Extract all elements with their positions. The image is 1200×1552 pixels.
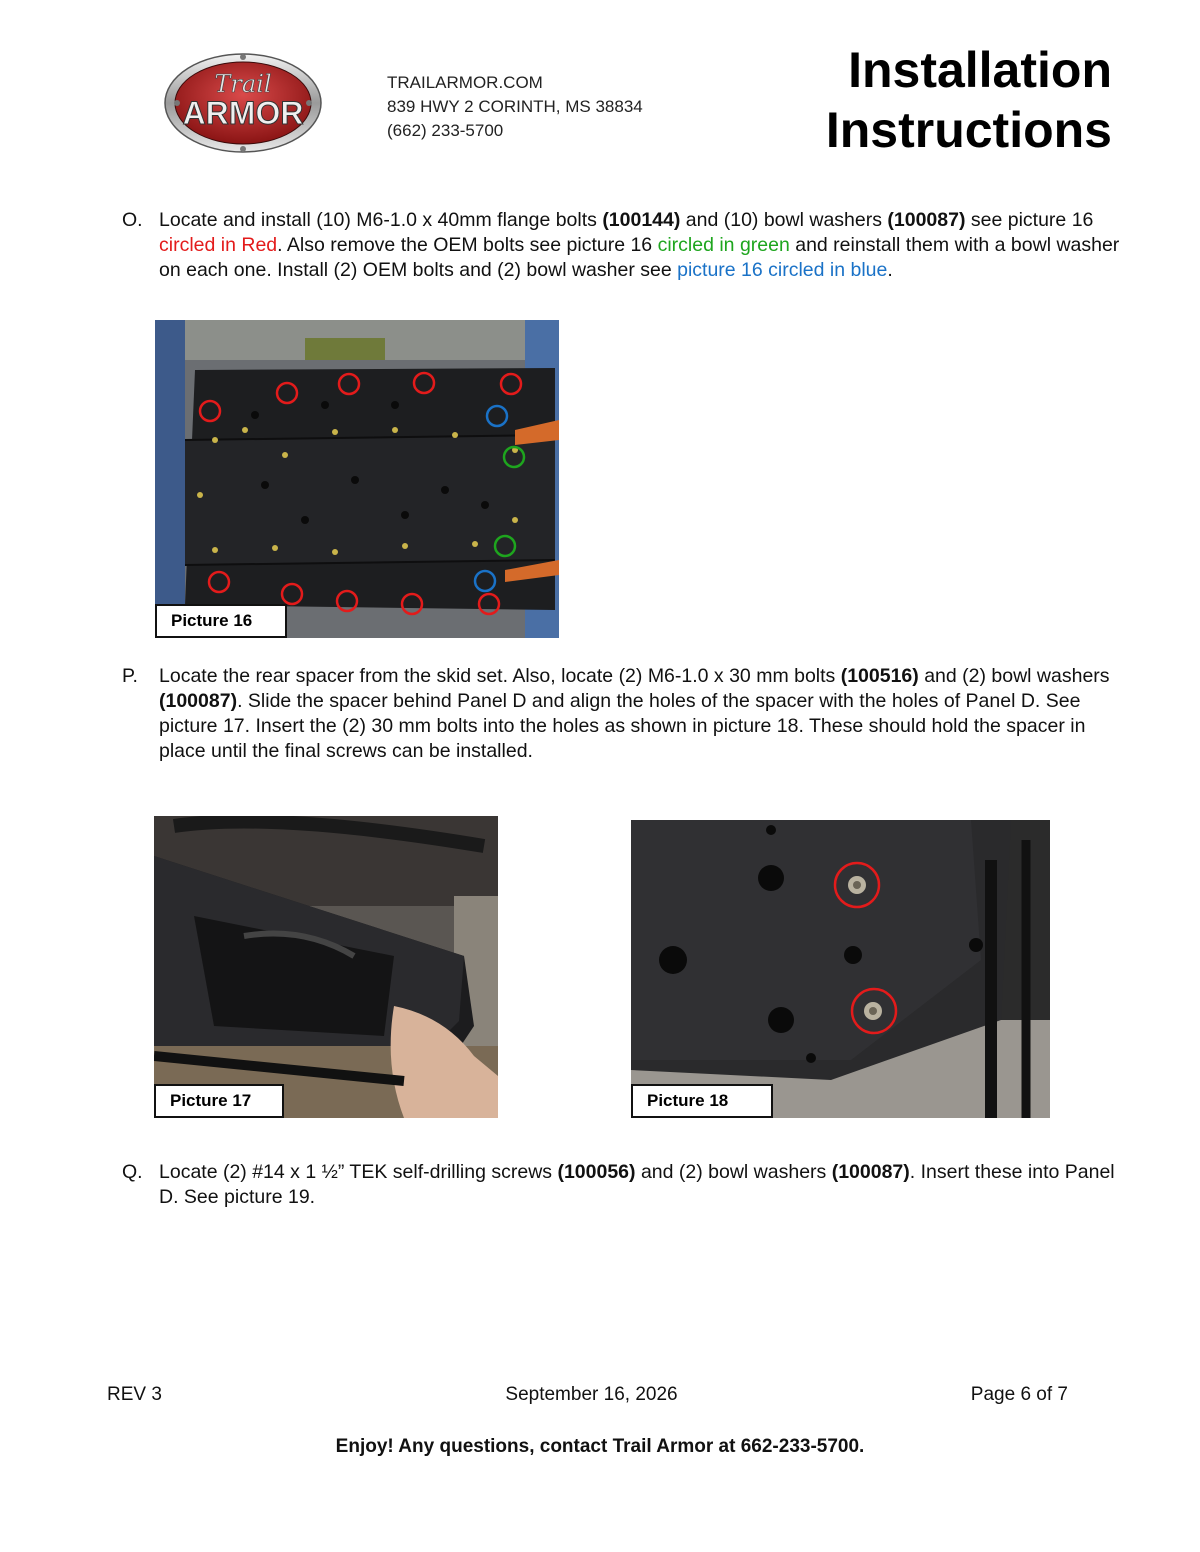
footer-page-number: Page 6 of 7	[970, 1384, 1068, 1405]
contact-block	[387, 71, 643, 143]
logo-text-trail: Trail	[214, 70, 272, 98]
step-text: Locate (2) #14 x 1 ½” TEK self-drilling screws (100056) and (2) bowl washers (100087). Insert these into Panel D. See picture 19.	[159, 1161, 1115, 1208]
phone: (662) 233-5700	[387, 121, 504, 140]
footer-revision: REV 3	[107, 1384, 162, 1405]
part-number: (100056)	[557, 1161, 636, 1183]
logo-text-armor: ARMOR	[182, 95, 304, 131]
picture-17-caption: Picture 17	[154, 1084, 284, 1118]
title-line-1: Installation	[848, 42, 1112, 98]
footer-date: September 16, 2026	[505, 1384, 678, 1405]
part-number: (100087)	[159, 690, 238, 712]
step-o	[122, 208, 1122, 283]
picture-18-caption: Picture 18	[631, 1084, 773, 1118]
step-q	[122, 1160, 1122, 1210]
picture-16-photo	[155, 320, 559, 638]
website: TRAILARMOR.COM	[387, 73, 543, 92]
part-number: (100087)	[831, 1161, 910, 1183]
address: 839 HWY 2 CORINTH, MS 38834	[387, 97, 643, 116]
step-text: Locate and install (10) M6-1.0 x 40mm flange bolts (100144) and (10) bowl washers (100087) see picture 16 circled in Red. Also remove the OEM bolts see picture 16 circled in green and reinstall them with a bowl washer on each one. Install (2) OEM bolts and (2) bowl washer see picture 16 circled in blue.	[159, 209, 1120, 281]
picture-17-photo	[154, 816, 498, 1118]
picture-16-caption: Picture 16	[155, 604, 287, 638]
part-number: (100516)	[840, 665, 919, 687]
part-number: (100144)	[602, 209, 681, 231]
step-letter: P.	[122, 665, 138, 687]
part-number: (100087)	[887, 209, 966, 231]
step-letter: Q.	[122, 1161, 143, 1183]
red-callout: circled in Red	[159, 234, 278, 256]
trail-armor-logo	[163, 52, 323, 154]
step-p	[122, 664, 1122, 764]
title-line-2: Instructions	[825, 102, 1112, 158]
step-text: Locate the rear spacer from the skid set. Also, locate (2) M6-1.0 x 30 mm bolts (100516) and (2) bowl washers (100087). Slide the spacer behind Panel D and align the holes of the spacer with the holes of Panel D. See picture 17. Insert the (2) 30 mm bolts into the holes as shown in picture 18. These should hold the spacer in place until the final screws can be installed.	[159, 665, 1110, 762]
picture-18-photo	[631, 820, 1050, 1118]
green-callout: circled in green	[657, 234, 790, 256]
step-letter: O.	[122, 209, 143, 231]
footer-contact-note: Enjoy! Any questions, contact Trail Armor at 662-233-5700.	[335, 1436, 865, 1457]
page-title	[826, 40, 1112, 160]
blue-callout: picture 16 circled in blue	[677, 259, 888, 281]
